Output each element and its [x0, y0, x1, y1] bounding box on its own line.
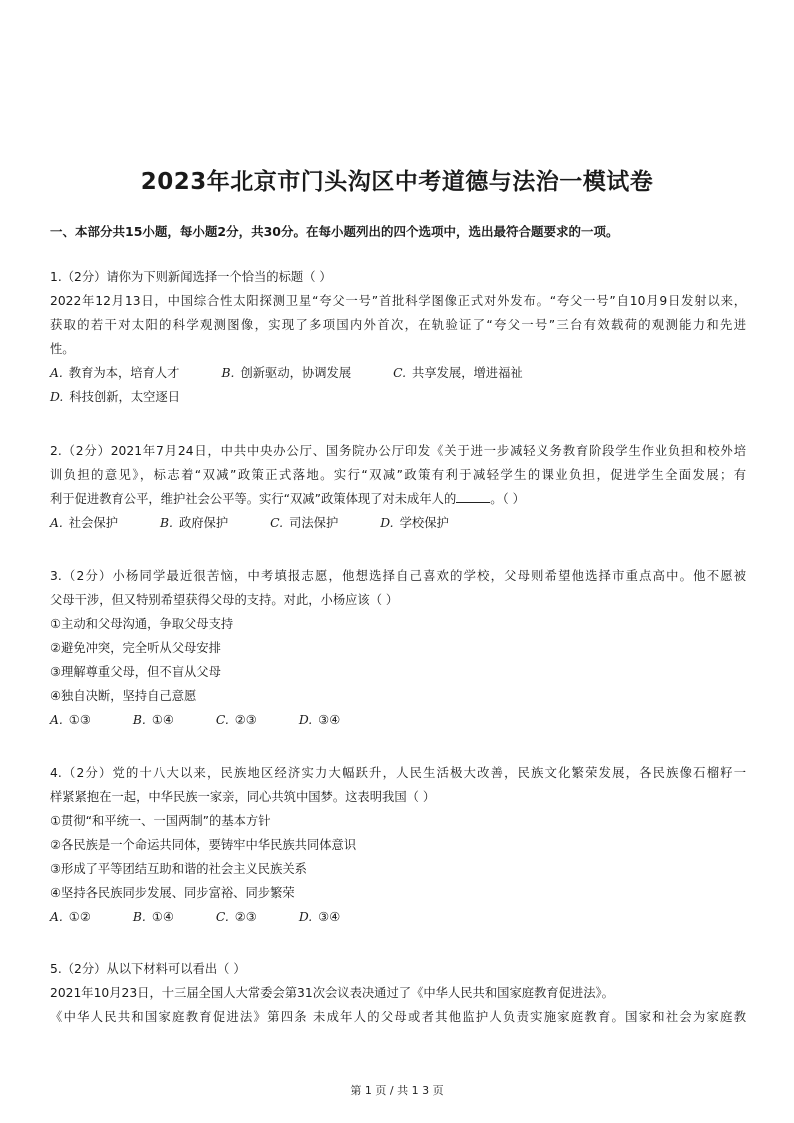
- option-a: A. ①③: [50, 713, 91, 727]
- option-b: B. ①④: [132, 910, 174, 924]
- question-text-line: 《中华人民共和国家庭教育促进法》第四条 未成年人的父母或者其他监护人负责实施家庭教育。国家和社会为家庭教: [50, 1010, 746, 1024]
- question-stem: 1.（2分）请你为下则新闻选择一个恰当的标题（ ）: [50, 270, 332, 284]
- option-d: D. ③④: [298, 910, 341, 924]
- question-text-line: 样紧紧抱在一起，中华民族一家亲，同心共筑中国梦。这表明我国（ ）: [50, 790, 436, 804]
- option-c: C. 司法保护: [270, 516, 339, 530]
- question-3: [50, 564, 746, 732]
- fill-blank: [456, 490, 490, 503]
- question-text-line: 利于促进教育公平，维护社会公平等。实行“双减”政策体现了对未成年人的 。（ ）: [50, 492, 525, 506]
- answer-options: [50, 708, 746, 732]
- question-text-line: 性。: [50, 342, 75, 356]
- statement-2: ②避免冲突，完全听从父母安排: [50, 641, 221, 655]
- question-stem: 3.（2分）小杨同学最近很苦恼，中考填报志愿，他想选择自己喜欢的学校，父母则希望他选择市重点高中。他不愿被: [50, 569, 746, 583]
- question-text-line: 2021年10月23日，十三届全国人大常委会第31次会议表决通过了《中华人民共和国家庭教育促进法》。: [50, 986, 614, 1000]
- statement-1: ①贯彻“和平统一、一国两制”的基本方针: [50, 814, 271, 828]
- question-text-line: 训负担的意见》，标志着“双减”政策正式落地。实行“双减”政策有利于减轻学生的课业负担，促进学生全面发展；有: [50, 468, 746, 482]
- exam-title: 2023年北京市门头沟区中考道德与法治一模试卷: [140, 169, 654, 195]
- option-b: B. 政府保护: [160, 516, 229, 530]
- question-stem: 2.（2分）2021年7月24日，中共中央办公厅、国务院办公厅印发《关于进一步减轻义务教育阶段学生作业负担和校外培: [50, 444, 746, 458]
- option-d: D. ③④: [298, 713, 341, 727]
- statement-1: ①主动和父母沟通，争取父母支持: [50, 617, 234, 631]
- option-c: C. ②③: [215, 713, 257, 727]
- option-d: D. 科技创新，太空逐日: [50, 390, 181, 404]
- option-b: B. ①④: [132, 713, 174, 727]
- question-4: [50, 761, 746, 929]
- statement-2: ②各民族是一个命运共同体，要铸牢中华民族共同体意识: [50, 838, 357, 852]
- statement-4: ④独自决断，坚持自己意愿: [50, 689, 197, 703]
- option-a: A. 社会保护: [50, 516, 118, 530]
- question-text-line: 获取的若干对太阳的科学观测图像，实现了多项国内外首次，在轨验证了“夸父一号”三台有效载荷的观测能力和先进: [50, 318, 746, 332]
- option-c: C. ②③: [215, 910, 257, 924]
- answer-options: [50, 905, 746, 929]
- statement-4: ④坚持各民族同步发展、同步富裕、同步繁荣: [50, 886, 295, 900]
- option-c: C. 共享发展，增进福祉: [393, 366, 523, 380]
- answer-options: [50, 361, 746, 385]
- section-heading: 一、本部分共15小题，每小题2分，共30分。在每小题列出的四个选项中，选出最符合题要求的一项。: [50, 224, 619, 239]
- question-stem: 4.（2分）党的十八大以来，民族地区经济实力大幅跃升，人民生活极大改善，民族文化繁荣发展，各民族像石榴籽一: [50, 766, 746, 780]
- option-a: A. 教育为本，培育人才: [50, 366, 180, 380]
- option-a: A. ①②: [50, 910, 91, 924]
- option-b: B. 创新驱动，协调发展: [221, 366, 352, 380]
- question-5: [50, 957, 746, 1029]
- question-2: [50, 439, 746, 535]
- answer-options: [50, 511, 746, 535]
- statement-3: ③理解尊重父母，但不盲从父母: [50, 665, 221, 679]
- question-text-line: 2022年12月13日，中国综合性太阳探测卫星“夸父一号”首批科学图像正式对外发布。“夸父一号”自10月9日发射以来，: [50, 294, 746, 308]
- question-stem: 5.（2分）从以下材料可以看出（ ）: [50, 962, 246, 976]
- option-d: D. 学校保护: [380, 516, 449, 530]
- question-text-line: 父母干涉，但又特别希望获得父母的支持。对此，小杨应该（ ）: [50, 593, 399, 607]
- page-footer: 第 1 页 / 共 1 3 页: [350, 1084, 444, 1097]
- question-1: [50, 265, 746, 409]
- statement-3: ③形成了平等团结互助和谐的社会主义民族关系: [50, 862, 307, 876]
- answer-options: [50, 385, 746, 409]
